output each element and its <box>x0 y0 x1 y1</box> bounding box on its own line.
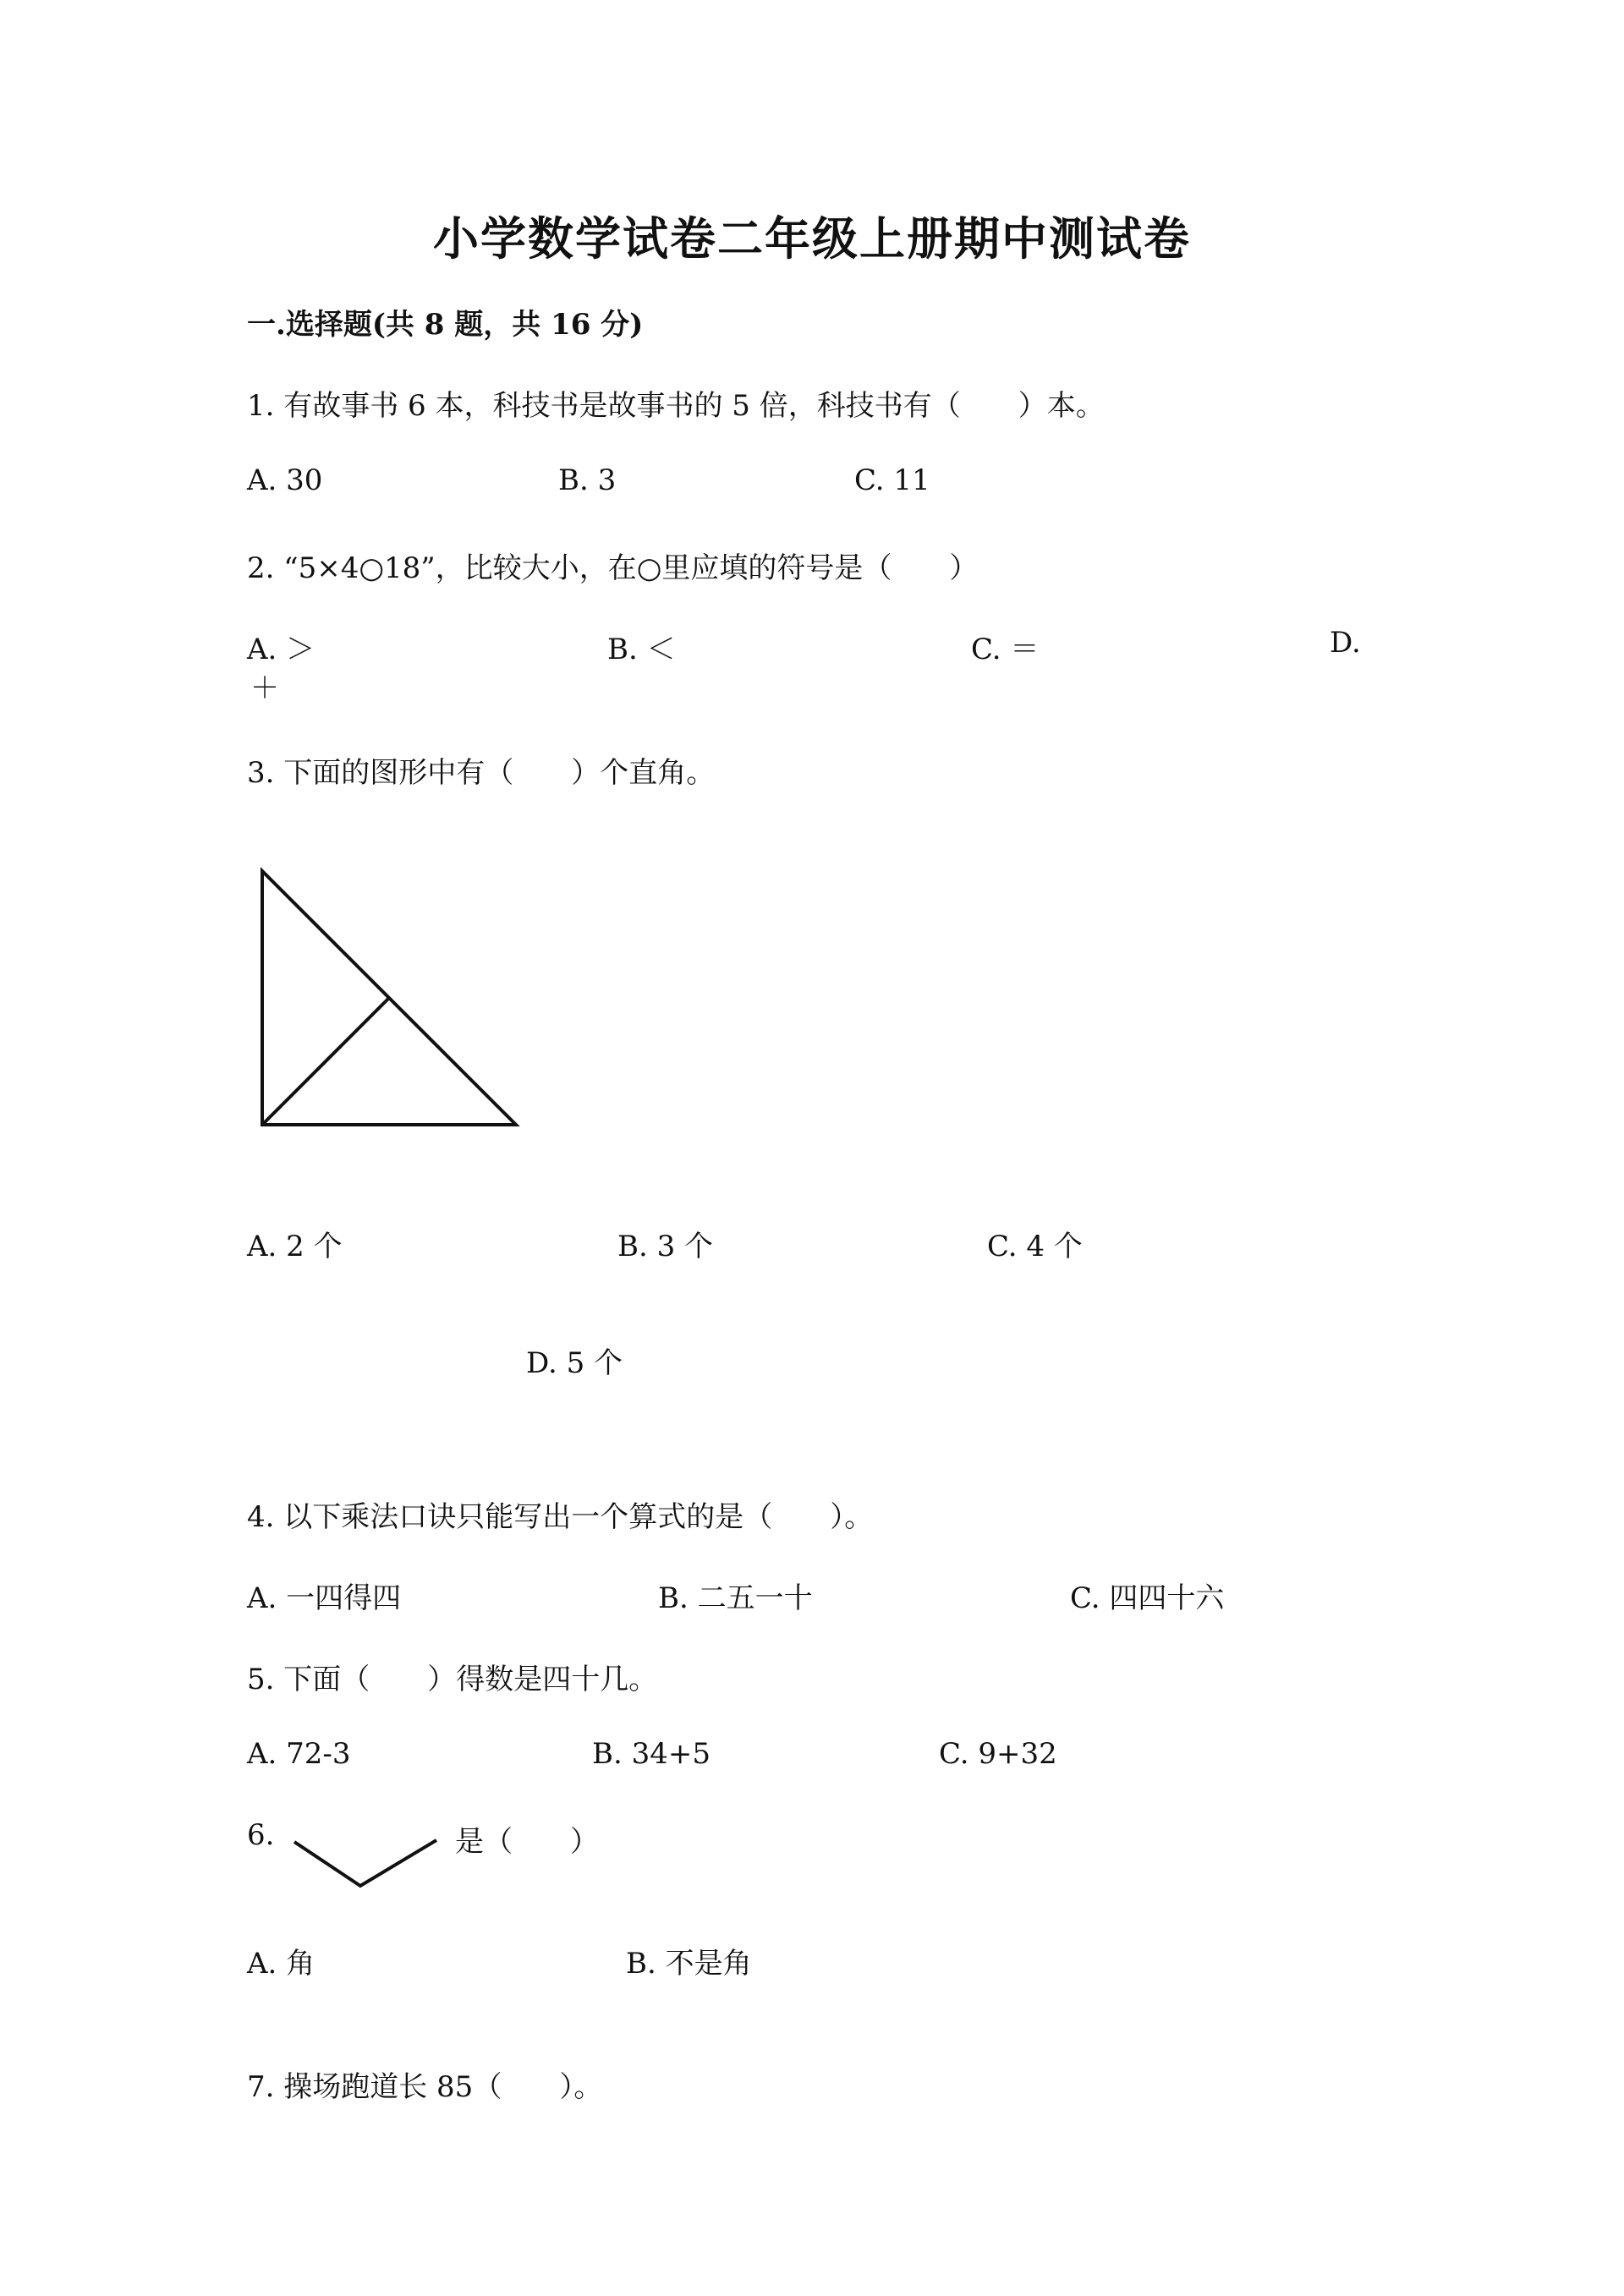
q2-option-c[interactable]: C. ＝ <box>971 633 1040 666</box>
q2-option-b[interactable]: B. ＜ <box>607 633 676 666</box>
q3-option-c[interactable]: C. 4 个 <box>987 1230 1083 1263</box>
q2-option-d-symbol: ＋ <box>250 671 279 705</box>
q3-option-b[interactable]: B. 3 个 <box>617 1230 714 1263</box>
question-6-text: 是（ ） <box>455 1825 599 1859</box>
question-6-number: 6. <box>247 1818 275 1852</box>
section-heading: 一.选择题(共 8 题，共 16 分) <box>247 308 644 342</box>
q3-option-a[interactable]: A. 2 个 <box>247 1230 343 1263</box>
question-2-text: 2. “5×4○18”，比较大小，在○里应填的符号是（ ） <box>247 551 979 585</box>
question-3-text: 3. 下面的图形中有（ ）个直角。 <box>247 756 716 790</box>
page-title: 小学数学试卷二年级上册期中测试卷 <box>433 211 1191 266</box>
q6-option-a[interactable]: A. 角 <box>247 1947 315 1981</box>
q4-option-c[interactable]: C. 四四十六 <box>1070 1581 1225 1615</box>
angle-figure <box>293 1835 442 1894</box>
q4-option-a[interactable]: A. 一四得四 <box>247 1581 402 1615</box>
question-7-text: 7. 操场跑道长 85（ ）。 <box>247 2070 603 2104</box>
q1-option-b[interactable]: B. 3 <box>558 463 617 497</box>
q6-option-b[interactable]: B. 不是角 <box>626 1947 752 1981</box>
q2-option-a[interactable]: A. ＞ <box>247 633 315 666</box>
q5-option-c[interactable]: C. 9+32 <box>939 1737 1057 1771</box>
q5-option-b[interactable]: B. 34+5 <box>592 1737 710 1771</box>
right-triangle-figure <box>254 863 524 1133</box>
q2-option-d[interactable]: D. <box>1330 626 1361 660</box>
q3-option-d[interactable]: D. 5 个 <box>526 1346 623 1380</box>
q1-option-c[interactable]: C. 11 <box>854 463 930 497</box>
question-5-text: 5. 下面（ ）得数是四十几。 <box>247 1663 658 1696</box>
question-1-text: 1. 有故事书 6 本，科技书是故事书的 5 倍，科技书有（ ）本。 <box>247 389 1105 423</box>
q5-option-a[interactable]: A. 72-3 <box>247 1737 351 1771</box>
question-4-text: 4. 以下乘法口诀只能写出一个算式的是（ ）。 <box>247 1500 874 1534</box>
q4-option-b[interactable]: B. 二五一十 <box>658 1581 813 1615</box>
q1-option-a[interactable]: A. 30 <box>247 463 323 497</box>
